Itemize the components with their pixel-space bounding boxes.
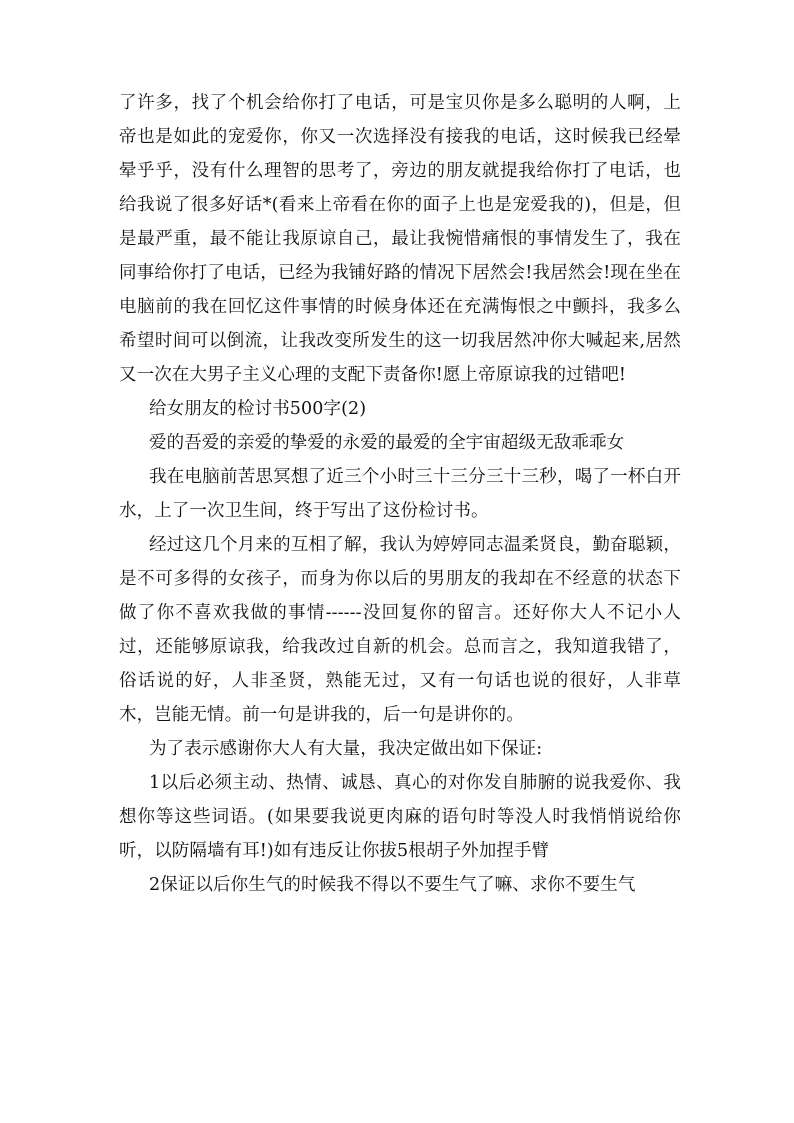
paragraph-reflection: 经过这几个月来的互相了解，我认为婷婷同志温柔贤良，勤奋聪颖，是不可多得的女孩子，而身为你以后的男朋友的我却在不经意的状态下做了你不喜欢我做的事情------没回复你的留言。还好你大人不记小人过，还能够原谅我，给我改过自新的机会。总而言之，我知道我错了，俗话说的好，人非圣贤，熟能无过，又有一句话也说的很好，人非草木，岂能无情。前一句是讲我的，后一句是讲你的。 <box>119 535 681 725</box>
salutation: 爱的吾爱的亲爱的挚爱的永爱的最爱的全宇宙超级无敌乖乖女 <box>149 433 625 453</box>
paragraph-promise-lead: 为了表示感谢你大人有大量，我决定做出如下保证: <box>149 739 543 759</box>
paragraph-apology-story: 了许多，找了个机会给你打了电话，可是宝贝你是多么聪明的人啊，上帝也是如此的宠爱你，你又一次选择没有接我的电话，这时候我已经晕晕乎乎，没有什么理智的思考了，旁边的朋友就提我给你打了电话，也给我说了很多好话*(看来上帝看在你的面子上也是宠爱我的)，但是，但是最严重，最不能让我原谅自己，最让我惋惜痛恨的事情发生了，我在同事给你打了电话，已经为我铺好路的情况下居然会!我居然会!现在坐在电脑前的我在回忆这件事情的时候身体还在充满悔恨之中颤抖，我多么希望时间可以倒流，让我改变所发生的这一切我居然冲你大喊起来,居然又一次在大男子主义心理的支配下责备你!愿上帝原谅我的过错吧! <box>119 93 681 385</box>
document-body <box>119 86 681 902</box>
promise-item-1: 1以后必须主动、热情、诚恳、真心的对你发自肺腑的说我爱你、我想你等这些词语。(如果要我说更肉麻的语句时等没人时我悄悄说给你听，以防隔墙有耳!)如有违反让你拔5根胡子外加捏手臂 <box>119 773 681 861</box>
paragraph-intro: 我在电脑前苦思冥想了近三个小时三十三分三十三秒，喝了一杯白开水，上了一次卫生间，终于写出了这份检讨书。 <box>119 467 681 521</box>
promise-item-2: 2保证以后你生气的时候我不得以不要生气了嘛、求你不要生气 <box>149 875 636 895</box>
section-heading: 给女朋友的检讨书500字(2) <box>149 399 367 419</box>
